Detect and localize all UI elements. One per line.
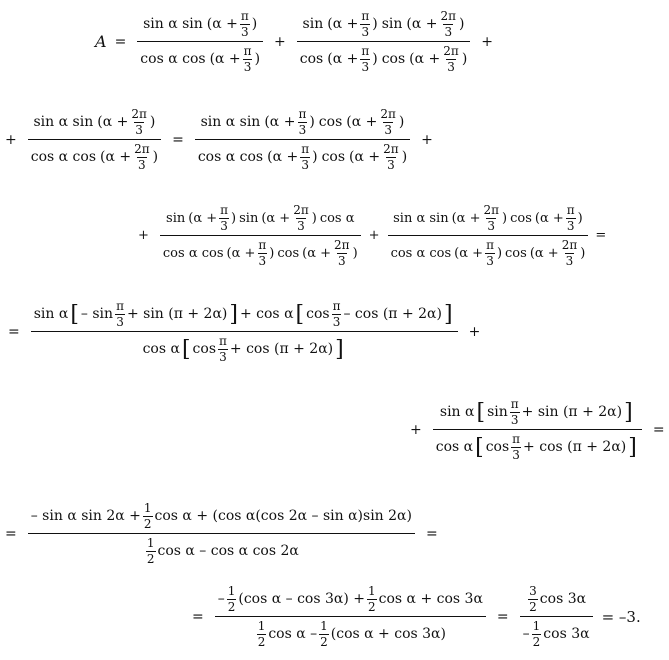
- text: 2: [257, 634, 266, 649]
- text: α +: [351, 114, 378, 131]
- final-result: = –3.: [601, 607, 641, 626]
- small-fraction: [133, 143, 151, 171]
- fraction-term-9: [28, 502, 415, 565]
- text: cos: [381, 51, 406, 68]
- small-fraction: [482, 204, 500, 232]
- equals-sign: =: [8, 323, 20, 340]
- small-fraction: [115, 300, 125, 328]
- plus-sign: +: [410, 421, 422, 438]
- fraction-term-11: [520, 585, 593, 648]
- small-fraction: [382, 143, 400, 171]
- text: α +: [539, 210, 564, 226]
- small-fraction: [319, 620, 329, 648]
- small-fraction: [528, 585, 538, 613]
- text: cos α –: [268, 626, 318, 643]
- text: – cos (π + 2α): [343, 306, 442, 323]
- small-fraction: [240, 10, 250, 38]
- text: π: [512, 432, 521, 447]
- fraction-term-8: [433, 398, 642, 461]
- text: (cos α – cos 3α) +: [238, 591, 366, 608]
- fraction-term-3: sin α sin ( α + $\frac{2\pi}{3}$ ) cos α cos ( α + $\frac{2\pi}{3}$ ): [28, 108, 161, 171]
- text: 2π: [483, 203, 500, 217]
- text: π: [258, 238, 267, 253]
- text: 1: [368, 584, 376, 598]
- text: α +: [459, 245, 484, 261]
- small-fraction: [440, 10, 458, 38]
- bracket: ]: [624, 399, 633, 425]
- text: 3: [297, 218, 305, 233]
- small-fraction: [257, 620, 267, 648]
- text: 2π: [443, 44, 459, 59]
- text: 2π: [380, 107, 396, 121]
- text: cos: [299, 51, 324, 68]
- text: 1: [143, 501, 152, 515]
- text: (cos α + cos 3α): [330, 626, 446, 643]
- text: cos: [321, 149, 346, 166]
- text: 2π: [561, 238, 578, 253]
- text: π: [298, 107, 307, 121]
- text: α +: [354, 149, 381, 166]
- text: 3: [487, 218, 496, 233]
- bracket: [: [295, 301, 305, 327]
- text: 3: [220, 218, 228, 233]
- text: α +: [212, 16, 238, 33]
- text: π: [116, 299, 124, 313]
- text: π: [361, 9, 370, 23]
- small-fraction: [566, 204, 576, 232]
- small-fraction: [300, 143, 310, 171]
- text: + sin (π + 2α): [126, 306, 228, 323]
- text: π: [361, 44, 370, 59]
- small-fraction: [292, 204, 310, 232]
- text: 3: [444, 24, 453, 39]
- small-fraction: [485, 239, 495, 267]
- equation-line-6: [5, 502, 446, 565]
- text: cos α + (cos α(cos 2α – sin α)sin 2α): [154, 508, 412, 525]
- text: sin: [381, 16, 403, 33]
- text: cos α: [435, 439, 474, 456]
- text: 2π: [334, 238, 350, 253]
- text: 3: [566, 218, 575, 233]
- text: 2π: [131, 107, 147, 121]
- text: α +: [411, 16, 438, 33]
- small-fraction: [130, 108, 148, 136]
- text: 3: [361, 24, 370, 39]
- text: sin: [487, 404, 508, 421]
- text: cos α + cos 3α: [378, 591, 483, 608]
- text: sin α sin: [393, 210, 449, 226]
- text: α +: [266, 210, 291, 226]
- text: α +: [332, 16, 359, 33]
- text: α +: [272, 149, 299, 166]
- text: 2: [146, 551, 155, 566]
- text: 3: [510, 412, 519, 427]
- small-fraction: [243, 45, 253, 73]
- text: – sin α sin 2α +: [30, 508, 141, 525]
- fraction-term-10: [215, 585, 486, 648]
- bracket: ]: [229, 301, 238, 327]
- bracket: ]: [335, 336, 344, 362]
- text: 3: [387, 157, 395, 172]
- text: α +: [193, 210, 218, 226]
- text: 3: [529, 584, 537, 598]
- equals-sign: =: [496, 608, 509, 625]
- text: sin α sin: [33, 114, 94, 131]
- text: 3: [241, 24, 249, 39]
- text: 3: [135, 122, 143, 137]
- equals-sign: =: [5, 525, 17, 542]
- text: cos α cos: [162, 245, 224, 261]
- equation-line-5: [410, 398, 669, 461]
- text: cos α cos: [140, 51, 206, 68]
- text: α +: [105, 149, 132, 166]
- text: sin α: [439, 404, 475, 421]
- text: α +: [534, 245, 559, 261]
- text: 1: [320, 619, 328, 634]
- small-fraction: [257, 239, 267, 267]
- text: cos α – cos α cos 2α: [157, 543, 299, 560]
- bracket: ]: [628, 434, 637, 460]
- text: cos α cos: [30, 149, 96, 166]
- equation-line-7: [192, 585, 641, 648]
- text: π: [240, 9, 249, 23]
- text: + cos (π + 2α): [523, 439, 627, 456]
- text: 3: [384, 122, 392, 137]
- plus-sign: +: [421, 131, 433, 148]
- text: – sin: [80, 306, 114, 323]
- text: 3: [332, 314, 341, 329]
- text: 3: [138, 157, 146, 172]
- equals-sign: =: [652, 421, 665, 438]
- text: α +: [332, 51, 359, 68]
- plus-sign: +: [468, 323, 481, 340]
- fraction-term-1: sin α sin ( α + $\frac{\pi}{3}$ ) cos α cos ( α + $\frac{\pi}{3}$ ): [137, 10, 263, 73]
- bracket: [: [475, 434, 484, 460]
- plus-sign: +: [481, 33, 494, 50]
- text: 2: [227, 599, 236, 614]
- small-fraction: [143, 502, 153, 530]
- small-fraction: [297, 108, 307, 136]
- small-fraction: [146, 537, 156, 565]
- text: 1: [532, 619, 541, 634]
- text: 2: [529, 599, 537, 614]
- equation-line-2: [5, 108, 441, 171]
- text: sin α sin: [200, 114, 261, 131]
- text: 3: [298, 122, 307, 137]
- text: + cos α: [239, 306, 294, 323]
- text: π: [220, 203, 229, 217]
- text: cos: [318, 114, 343, 131]
- small-fraction: [218, 335, 228, 363]
- text: sin: [239, 210, 259, 226]
- small-fraction: [532, 620, 542, 648]
- text: 3: [258, 253, 267, 268]
- text: π: [243, 44, 252, 59]
- text: cos: [192, 341, 217, 358]
- text: cos: [505, 245, 527, 261]
- text: cos: [510, 210, 532, 226]
- text: 1: [227, 584, 236, 598]
- text: 3: [337, 253, 346, 268]
- equation-line-4: [8, 300, 488, 363]
- text: α +: [231, 245, 256, 261]
- text: 2π: [134, 142, 150, 157]
- text: α +: [269, 114, 296, 131]
- bracket: ]: [443, 301, 453, 327]
- fraction-term-2: sin ( α + $\frac{\pi}{3}$ ) sin ( α + $\frac{2\pi}{3}$ ) cos ( α + $\frac{\pi}{3}$ ) cos ( α + $\frac{2\pi}{3}$ ): [297, 10, 471, 73]
- bracket: [: [181, 336, 191, 362]
- text: 3: [243, 59, 252, 74]
- text: –: [217, 591, 225, 608]
- text: sin: [302, 16, 324, 33]
- text: 3: [301, 157, 309, 172]
- text: π: [566, 203, 575, 217]
- text: 3: [219, 349, 227, 364]
- equals-sign: =: [192, 608, 204, 625]
- equals-sign: =: [595, 228, 607, 244]
- text: α +: [456, 210, 481, 226]
- fraction-term-5: sin ( α + $\frac{\pi}{3}$ ) sin ( α + $\frac{2\pi}{3}$ ) cos α cos α cos ( α + $\frac{\pi}{3}$ ) cos ( α + $\frac{2\pi}{3}$ ): [160, 204, 361, 267]
- bracket: [: [70, 301, 79, 327]
- fraction-term-6: sin α sin ( α + $\frac{2\pi}{3}$ ) cos ( α + $\frac{\pi}{3}$ ) cos α cos ( α + $\frac{\pi}{3}$ ) cos ( α + $\frac{2\pi}{3}$ ): [388, 204, 589, 267]
- text: α +: [102, 114, 129, 131]
- text: 3: [447, 59, 455, 74]
- text: –: [522, 626, 530, 643]
- text: α +: [215, 51, 241, 68]
- equation-line-3: [138, 204, 610, 267]
- text: 2: [320, 634, 328, 649]
- text: 2: [368, 599, 376, 614]
- text: π: [510, 397, 519, 411]
- text: 3: [486, 253, 494, 268]
- text: 2π: [383, 142, 399, 157]
- small-fraction: [332, 300, 342, 328]
- text: cos: [277, 245, 300, 261]
- small-fraction: [511, 433, 521, 461]
- small-fraction: [360, 45, 370, 73]
- bracket: [: [476, 399, 486, 425]
- text: 2: [143, 516, 152, 531]
- text: α +: [414, 51, 441, 68]
- text: π: [301, 142, 310, 157]
- text: π: [219, 334, 227, 349]
- small-fraction: [360, 10, 370, 38]
- equation-line-1: [95, 10, 501, 73]
- text: sin α sin: [143, 16, 203, 33]
- text: cos α: [319, 210, 355, 226]
- small-fraction: [379, 108, 397, 136]
- text: cos: [485, 439, 510, 456]
- fraction-term-4: sin α sin ( α + $\frac{\pi}{3}$ ) cos ( α + $\frac{2\pi}{3}$ ) cos α cos ( α + $\frac{\pi}{3}$ ) cos ( α + $\frac{2\pi}{3}$ ): [195, 108, 410, 171]
- text: cos 3α: [539, 591, 587, 608]
- text: cos α cos: [390, 245, 452, 261]
- small-fraction: [561, 239, 579, 267]
- text: cos α: [142, 341, 180, 358]
- text: 1: [257, 619, 266, 634]
- text: 2π: [440, 9, 457, 23]
- plus-sign: +: [138, 228, 149, 244]
- text: 2: [532, 634, 541, 649]
- text: 3: [361, 59, 370, 74]
- plus-sign: +: [5, 131, 17, 148]
- variable-a: A: [95, 32, 107, 52]
- text: π: [486, 238, 494, 253]
- text: cos 3α: [543, 626, 590, 643]
- text: α +: [307, 245, 332, 261]
- text: 3: [565, 253, 574, 268]
- text: sin: [166, 210, 186, 226]
- text: sin α: [33, 306, 69, 323]
- small-fraction: [227, 585, 237, 613]
- equals-sign: =: [114, 33, 127, 50]
- fraction-term-7: [31, 300, 458, 363]
- text: 3: [116, 314, 124, 329]
- small-fraction: [510, 398, 520, 426]
- text: π: [332, 299, 341, 313]
- small-fraction: [219, 204, 229, 232]
- equals-sign: =: [425, 525, 438, 542]
- small-fraction: [367, 585, 377, 613]
- text: 3: [512, 447, 520, 462]
- text: cos α cos: [197, 149, 264, 166]
- plus-sign: +: [274, 33, 286, 50]
- text: 2π: [293, 203, 309, 217]
- small-fraction: [442, 45, 460, 73]
- text: + sin (π + 2α): [521, 404, 623, 421]
- text: + cos (π + 2α): [229, 341, 334, 358]
- equals-sign: =: [172, 131, 184, 148]
- text: 1: [146, 536, 155, 551]
- small-fraction: [333, 239, 351, 267]
- text: cos: [306, 306, 330, 323]
- plus-sign: +: [368, 228, 380, 244]
